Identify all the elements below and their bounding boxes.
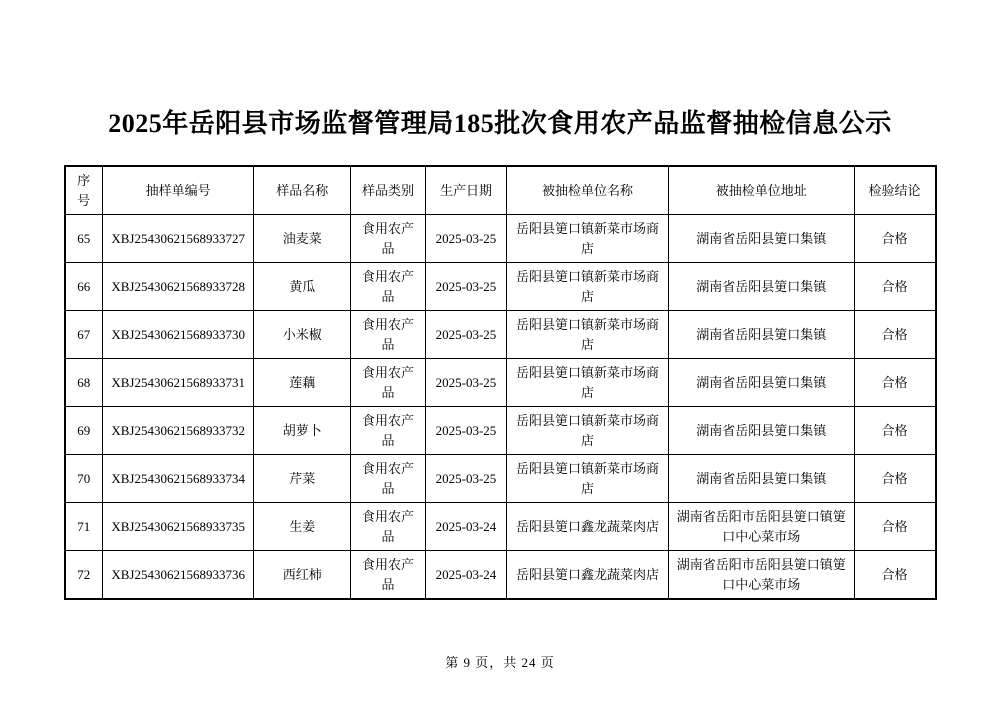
table-cell: XBJ25430621568933736 [102, 551, 254, 600]
column-header: 序号 [65, 166, 103, 215]
table-cell: 湖南省岳阳县筻口集镇 [668, 215, 854, 263]
table-cell: 2025-03-25 [425, 263, 506, 311]
column-header: 生产日期 [425, 166, 506, 215]
column-header: 样品名称 [254, 166, 351, 215]
table-cell: 生姜 [254, 503, 351, 551]
table-cell: 油麦菜 [254, 215, 351, 263]
table-cell: 湖南省岳阳县筻口集镇 [668, 263, 854, 311]
table-cell: 食用农产品 [351, 503, 426, 551]
table-cell: 2025-03-25 [425, 359, 506, 407]
table-cell: 岳阳县筻口鑫龙蔬菜肉店 [506, 551, 668, 600]
table-cell: 岳阳县筻口镇新菜市场商店 [506, 455, 668, 503]
table-cell: 湖南省岳阳县筻口集镇 [668, 407, 854, 455]
table-cell: 2025-03-25 [425, 215, 506, 263]
table-cell: 合格 [854, 263, 936, 311]
table-cell: 食用农产品 [351, 407, 426, 455]
column-header: 检验结论 [854, 166, 936, 215]
table-cell: 湖南省岳阳市岳阳县筻口镇筻口中心菜市场 [668, 503, 854, 551]
table-cell: 69 [65, 407, 103, 455]
page-title: 2025年岳阳县市场监督管理局185批次食用农产品监督抽检信息公示 [108, 109, 892, 138]
table-cell: 合格 [854, 503, 936, 551]
table-cell: 67 [65, 311, 103, 359]
inspection-table [64, 165, 937, 600]
table-cell: XBJ25430621568933731 [102, 359, 254, 407]
table-row [65, 455, 936, 503]
table-cell: 70 [65, 455, 103, 503]
table-cell: 食用农产品 [351, 455, 426, 503]
table-cell: 岳阳县筻口镇新菜市场商店 [506, 263, 668, 311]
table-cell: 食用农产品 [351, 215, 426, 263]
column-header: 抽样单编号 [102, 166, 254, 215]
table-cell: 合格 [854, 455, 936, 503]
table-cell: 2025-03-24 [425, 503, 506, 551]
table-cell: 食用农产品 [351, 311, 426, 359]
table-cell: 65 [65, 215, 103, 263]
table-cell: 岳阳县筻口镇新菜市场商店 [506, 311, 668, 359]
column-header: 样品类别 [351, 166, 426, 215]
table-cell: XBJ25430621568933735 [102, 503, 254, 551]
table-cell: 湖南省岳阳县筻口集镇 [668, 455, 854, 503]
table-cell: 合格 [854, 551, 936, 600]
table-header-row-container [65, 166, 936, 215]
table-row [65, 215, 936, 263]
table-cell: 岳阳县筻口镇新菜市场商店 [506, 407, 668, 455]
table-row [65, 359, 936, 407]
column-header: 被抽检单位地址 [668, 166, 854, 215]
table-cell: 2025-03-24 [425, 551, 506, 600]
table-cell: 72 [65, 551, 103, 600]
table-cell: 合格 [854, 215, 936, 263]
table-cell: 西红柿 [254, 551, 351, 600]
table-cell: 岳阳县筻口镇新菜市场商店 [506, 359, 668, 407]
table-cell: 湖南省岳阳市岳阳县筻口镇筻口中心菜市场 [668, 551, 854, 600]
table-cell: 莲藕 [254, 359, 351, 407]
table-row [65, 407, 936, 455]
table-cell: 湖南省岳阳县筻口集镇 [668, 359, 854, 407]
table-cell: XBJ25430621568933732 [102, 407, 254, 455]
table-cell: 66 [65, 263, 103, 311]
table-row [65, 503, 936, 551]
table-cell: 合格 [854, 359, 936, 407]
table-cell: XBJ25430621568933734 [102, 455, 254, 503]
table-cell: 合格 [854, 311, 936, 359]
table-cell: 2025-03-25 [425, 311, 506, 359]
table-cell: 小米椒 [254, 311, 351, 359]
table-cell: 湖南省岳阳县筻口集镇 [668, 311, 854, 359]
table-header-row [65, 166, 936, 215]
page-number-footer: 第 9 页，共 24 页 [445, 655, 555, 671]
table-cell: 食用农产品 [351, 359, 426, 407]
table-cell: XBJ25430621568933728 [102, 263, 254, 311]
table-cell: 黄瓜 [254, 263, 351, 311]
table-cell: 合格 [854, 407, 936, 455]
table-cell: 2025-03-25 [425, 455, 506, 503]
column-header: 被抽检单位名称 [506, 166, 668, 215]
table-row [65, 311, 936, 359]
table-cell: 胡萝卜 [254, 407, 351, 455]
table-cell: XBJ25430621568933730 [102, 311, 254, 359]
table-body [65, 215, 936, 600]
table-cell: 食用农产品 [351, 263, 426, 311]
table-cell: 岳阳县筻口镇新菜市场商店 [506, 215, 668, 263]
table-cell: 食用农产品 [351, 551, 426, 600]
table-cell: 68 [65, 359, 103, 407]
table-cell: 芹菜 [254, 455, 351, 503]
table-row [65, 551, 936, 600]
table-cell: 岳阳县筻口鑫龙蔬菜肉店 [506, 503, 668, 551]
table-cell: 71 [65, 503, 103, 551]
table-row [65, 263, 936, 311]
table-cell: XBJ25430621568933727 [102, 215, 254, 263]
table-cell: 2025-03-25 [425, 407, 506, 455]
